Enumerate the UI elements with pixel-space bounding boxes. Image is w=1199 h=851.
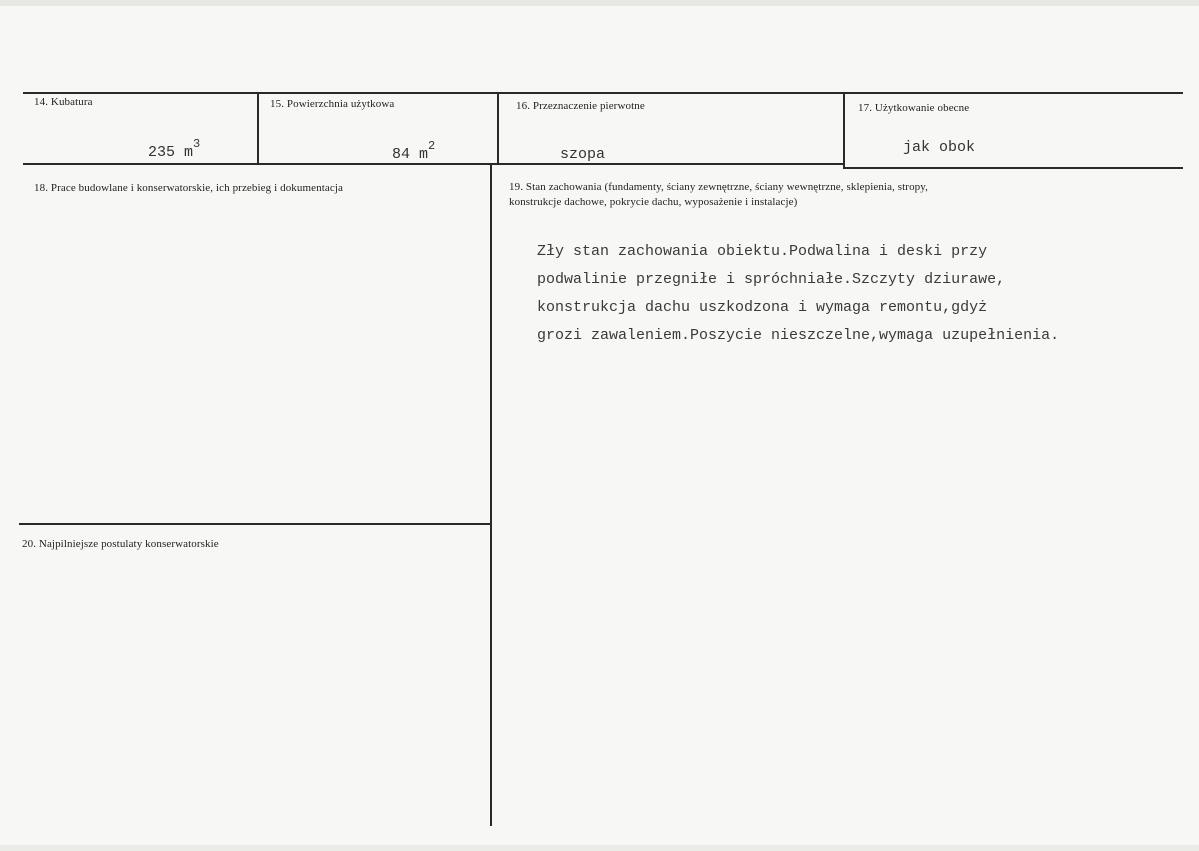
field-14-unit-exponent: 3 (193, 137, 201, 151)
field-14-value (148, 137, 201, 161)
field-19-label-line-1: 19. Stan zachowania (fundamenty, ściany zewnętrzne, ściany wewnętrzne, sklepienia, stropy, (509, 181, 929, 193)
field-19-condition-text (537, 238, 1059, 350)
scan-smudge (0, 0, 1199, 6)
field-15-label: 15. Powierzchnia użytkowa (270, 98, 395, 110)
condition-text-line: grozi zawaleniem.Poszycie nieszczelne,wymaga uzupełnienia. (537, 327, 1060, 344)
field-17-value: jak obok (903, 139, 976, 156)
field-16-label: 16. Przeznaczenie pierwotne (516, 100, 645, 112)
field-19-label-line-2: konstrukcje dachowe, pokrycie dachu, wyposażenie i instalacje) (509, 196, 798, 208)
field-15-value (392, 139, 436, 163)
top-rule (23, 92, 1183, 94)
col-divider-16-17 (843, 92, 845, 168)
field-14-value-text: 235 m (148, 144, 194, 161)
condition-text-line: konstrukcja dachu uszkodzona i wymaga remontu,gdyż (537, 299, 988, 316)
field-17-label: 17. Użytkowanie obecne (858, 102, 970, 114)
condition-text-line: Zły stan zachowania obiektu.Podwalina i deski przy (537, 243, 988, 260)
col-divider-main (490, 164, 492, 826)
col-divider-15-16 (497, 92, 499, 164)
field-16-value: szopa (560, 146, 606, 163)
field-18-label: 18. Prace budowlane i konserwatorskie, ich przebieg i dokumentacja (34, 182, 343, 194)
scan-smudge (0, 845, 1199, 851)
row1-bottom-rule-right (843, 167, 1183, 169)
condition-text-line: podwalinie przegniłe i spróchniałe.Szczyty dziurawe, (537, 271, 1006, 288)
field-15-value-text: 84 m (392, 146, 429, 163)
col-divider-14-15 (257, 92, 259, 164)
row1-bottom-rule (23, 163, 843, 165)
field-20-label: 20. Najpilniejsze postulaty konserwatorskie (22, 538, 219, 550)
field-14-label: 14. Kubatura (34, 96, 93, 108)
section-divider-18-20 (19, 523, 490, 525)
field-15-unit-exponent: 2 (428, 139, 436, 153)
